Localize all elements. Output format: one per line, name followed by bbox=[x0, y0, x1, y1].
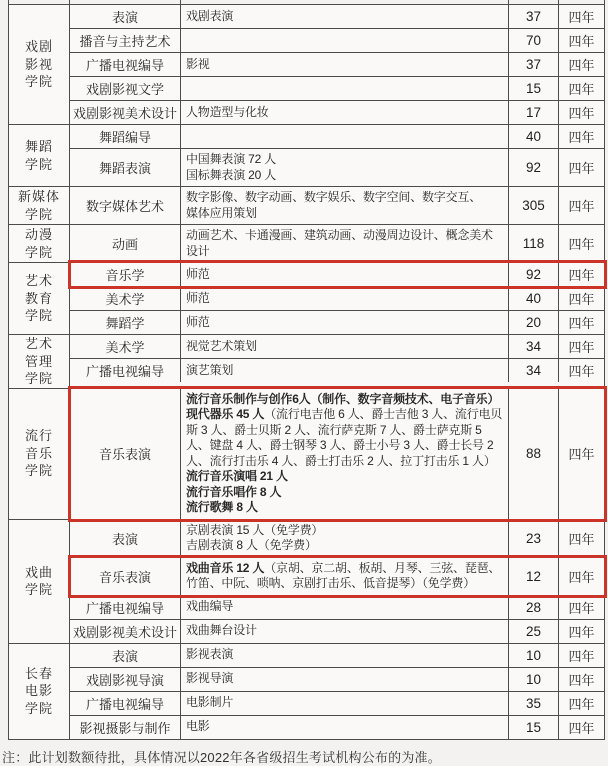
detail-line bbox=[186, 363, 503, 379]
footnote: 注：此计划数额待批，具体情况以2022年各省级招生考试机构公布的为准。 bbox=[2, 749, 441, 765]
major-cell: 表演 bbox=[70, 520, 181, 557]
duration-cell: 四年 bbox=[568, 340, 595, 355]
detail-line bbox=[186, 671, 503, 687]
major-cell: 戏剧影视美术设计 bbox=[70, 620, 181, 643]
detail-cell bbox=[181, 620, 509, 643]
major-cell: 美术学 bbox=[70, 335, 181, 358]
detail-text-segment: 流行歌舞 8 人 bbox=[186, 500, 258, 514]
table-row bbox=[70, 595, 604, 619]
rows-container bbox=[70, 5, 604, 124]
detail-line bbox=[186, 623, 503, 639]
college-name-line: 艺术 bbox=[24, 336, 53, 351]
college-name-line: 戏曲 bbox=[24, 564, 53, 580]
duration-cell: 四年 bbox=[568, 10, 595, 25]
major-cell: 戏剧影视导演 bbox=[70, 668, 181, 691]
duration-cell: 四年 bbox=[568, 237, 595, 252]
college-group bbox=[9, 643, 604, 739]
detail-text-segment: 动画艺术、卡通漫画、建筑动画、动漫周边设计、概念美术设计 bbox=[186, 228, 493, 258]
table-row-highlighted bbox=[70, 557, 604, 595]
college-group bbox=[9, 519, 604, 643]
detail-cell bbox=[181, 668, 509, 691]
detail-text-segment: 现代器乐 45 人 bbox=[186, 407, 265, 421]
detail-text-segment: 师范 bbox=[186, 290, 210, 305]
table-row bbox=[70, 286, 604, 310]
major-cell: 美术学 bbox=[70, 287, 181, 310]
college-group bbox=[9, 186, 604, 224]
detail-text-segment: 影视表演 bbox=[186, 647, 234, 662]
sliver-college-cell bbox=[9, 0, 70, 4]
count-cell: 40 bbox=[509, 287, 559, 310]
detail-text-segment: 师范 bbox=[186, 266, 210, 281]
college-name-line: 学院 bbox=[24, 700, 53, 716]
duration-cell: 四年 bbox=[568, 82, 595, 97]
detail-text-segment: 影视 bbox=[186, 56, 210, 71]
major-cell: 戏剧影视文学 bbox=[70, 77, 181, 100]
count-cell: 17 bbox=[509, 101, 559, 124]
college-cell bbox=[9, 389, 70, 519]
rows-container bbox=[70, 335, 604, 388]
college-name-line: 影视 bbox=[24, 56, 53, 72]
college-name-line: 学院 bbox=[24, 371, 53, 386]
major-cell: 数字媒体艺术 bbox=[70, 187, 181, 224]
college-name-line: 艺术 bbox=[24, 273, 53, 289]
college-cell bbox=[9, 335, 70, 388]
college-cell bbox=[9, 5, 70, 124]
rows-container bbox=[70, 644, 604, 739]
college-cell bbox=[9, 644, 70, 739]
college-name-line: 流行 bbox=[24, 428, 53, 444]
table-row bbox=[70, 691, 604, 715]
count-cell: 70 bbox=[509, 29, 559, 52]
detail-text-segment: 媒体应用策划 bbox=[186, 205, 257, 220]
college-name-line: 管理 bbox=[24, 353, 53, 369]
detail-line bbox=[186, 206, 503, 222]
college-name-line: 学院 bbox=[24, 244, 53, 260]
sliver-major-cell bbox=[70, 0, 181, 4]
detail-cell bbox=[181, 101, 509, 124]
major-cell: 音乐表演 bbox=[70, 558, 181, 595]
detail-line bbox=[186, 647, 503, 663]
detail-text-segment: 电影制片 bbox=[186, 695, 234, 710]
table-row bbox=[70, 667, 604, 691]
major-cell: 舞蹈表演 bbox=[70, 149, 181, 186]
rows-container bbox=[70, 187, 604, 224]
college-name-line: 戏剧 bbox=[24, 39, 53, 55]
duration-cell: 四年 bbox=[568, 106, 595, 121]
detail-cell bbox=[181, 520, 509, 557]
admissions-plan-table bbox=[8, 4, 605, 740]
table-row bbox=[70, 644, 604, 667]
duration-cell: 四年 bbox=[568, 161, 595, 176]
detail-text-segment: 演艺策划 bbox=[186, 362, 234, 377]
detail-line bbox=[186, 599, 503, 615]
detail-cell bbox=[181, 53, 509, 76]
college-name-line: 学院 bbox=[24, 156, 53, 172]
detail-line bbox=[186, 267, 503, 283]
major-cell: 舞蹈编导 bbox=[70, 125, 181, 148]
detail-text-segment: 电影 bbox=[186, 719, 210, 734]
detail-text-segment: 流行音乐制作与创作6人（制作、数字音频技术、电子音乐） bbox=[186, 391, 500, 406]
detail-cell bbox=[181, 125, 509, 148]
count-cell: 92 bbox=[509, 263, 559, 286]
major-cell: 戏剧影视美术设计 bbox=[70, 101, 181, 124]
detail-line bbox=[186, 105, 503, 121]
detail-line bbox=[186, 168, 503, 184]
table-row-highlighted bbox=[70, 263, 604, 286]
detail-line bbox=[186, 407, 503, 469]
detail-text-segment: 视觉艺术策划 bbox=[186, 338, 257, 353]
detail-line bbox=[186, 561, 503, 592]
table-row bbox=[70, 358, 604, 382]
detail-text-segment: 流行音乐演唱 21 人 bbox=[186, 469, 288, 483]
duration-cell: 四年 bbox=[568, 130, 595, 145]
detail-line bbox=[186, 523, 503, 539]
detail-cell bbox=[181, 187, 509, 224]
detail-line bbox=[186, 190, 503, 206]
rows-container bbox=[70, 263, 604, 334]
detail-line bbox=[186, 315, 503, 331]
detail-text-segment: 京剧表演 15 人（免学费） bbox=[186, 522, 324, 537]
table-row bbox=[70, 715, 604, 739]
major-cell: 音乐学 bbox=[70, 263, 181, 286]
college-cell bbox=[9, 187, 70, 224]
table-row bbox=[70, 148, 604, 186]
cropped-previous-row-sliver bbox=[8, 0, 605, 4]
duration-cell: 四年 bbox=[568, 34, 595, 49]
duration-cell: 四年 bbox=[568, 292, 595, 307]
count-cell: 37 bbox=[509, 53, 559, 76]
duration-cell: 四年 bbox=[568, 316, 595, 331]
rows-container bbox=[70, 389, 604, 519]
detail-line bbox=[186, 485, 503, 501]
college-cell bbox=[9, 125, 70, 186]
detail-cell bbox=[181, 149, 509, 186]
detail-text-segment: （流行电吉他 6 人、爵士吉他 3 人、流行电贝斯 3 人、爵士贝斯 2 人、流行萨克斯 7 人、爵士萨克斯 5 人、键盘 4 人、爵士钢琴 3 人、爵士小号 3 人、爵士长号 2 人、流行打击乐 4 人、爵士打击乐 2 人、拉丁打击乐 1 人） bbox=[186, 407, 503, 468]
major-cell: 音乐表演 bbox=[70, 389, 181, 519]
rows-container bbox=[70, 520, 604, 643]
detail-text-segment: 中国舞表演 72 人 bbox=[186, 152, 277, 166]
college-name-line: 学院 bbox=[24, 74, 53, 90]
duration-cell: 四年 bbox=[568, 720, 595, 736]
table-row bbox=[70, 619, 604, 643]
major-cell: 广播电视编导 bbox=[70, 596, 181, 619]
detail-text-segment: 戏曲编导 bbox=[186, 599, 234, 614]
count-cell: 88 bbox=[509, 389, 559, 519]
detail-text-segment: 影视导演 bbox=[186, 671, 234, 686]
college-name-line: 音乐 bbox=[24, 445, 53, 461]
detail-cell bbox=[181, 558, 509, 595]
college-name-line: 学院 bbox=[24, 206, 53, 222]
major-cell: 广播电视编导 bbox=[70, 359, 181, 382]
detail-text-segment: 戏曲音乐 12 人 bbox=[186, 560, 265, 575]
table-row-highlighted bbox=[70, 389, 604, 519]
sliver-count-cell bbox=[509, 0, 559, 4]
detail-text-segment: 吉剧表演 8 人（免学费） bbox=[186, 538, 317, 552]
duration-cell: 四年 bbox=[568, 648, 595, 664]
table-row bbox=[70, 28, 604, 52]
detail-line bbox=[186, 57, 503, 73]
college-name-line: 新媒体 bbox=[17, 189, 60, 204]
count-cell: 25 bbox=[509, 620, 559, 643]
duration-cell: 四年 bbox=[568, 600, 595, 616]
college-group bbox=[9, 388, 604, 519]
duration-cell: 四年 bbox=[568, 624, 595, 640]
table-row bbox=[70, 125, 604, 148]
table-row bbox=[70, 187, 604, 224]
major-cell: 舞蹈学 bbox=[70, 311, 181, 334]
detail-cell bbox=[181, 692, 509, 715]
college-cell bbox=[9, 263, 70, 334]
count-cell: 118 bbox=[509, 225, 559, 262]
detail-line bbox=[186, 538, 503, 554]
detail-cell bbox=[181, 389, 509, 519]
count-cell: 10 bbox=[509, 644, 559, 667]
detail-cell bbox=[181, 225, 509, 262]
detail-text-segment: 师范 bbox=[186, 314, 210, 329]
detail-text-segment: 数字影像、数字动画、数字娱乐、数字空间、数字交互、 bbox=[186, 190, 482, 204]
detail-cell bbox=[181, 287, 509, 310]
duration-cell: 四年 bbox=[568, 199, 595, 214]
detail-cell bbox=[181, 644, 509, 667]
table-row bbox=[70, 100, 604, 124]
detail-line bbox=[186, 152, 503, 168]
count-cell: 40 bbox=[509, 125, 559, 148]
duration-cell: 四年 bbox=[568, 672, 595, 688]
detail-cell bbox=[181, 5, 509, 28]
count-cell: 15 bbox=[509, 716, 559, 739]
detail-line bbox=[186, 339, 503, 355]
detail-cell bbox=[181, 77, 509, 100]
table-row bbox=[70, 520, 604, 557]
count-cell: 10 bbox=[509, 668, 559, 691]
rows-container bbox=[70, 225, 604, 262]
college-cell bbox=[9, 520, 70, 643]
table-row bbox=[70, 76, 604, 100]
detail-cell bbox=[181, 29, 509, 52]
table-row bbox=[70, 52, 604, 76]
duration-cell: 四年 bbox=[568, 364, 595, 379]
detail-line bbox=[186, 291, 503, 307]
detail-line bbox=[186, 719, 503, 735]
detail-cell bbox=[181, 311, 509, 334]
duration-cell: 四年 bbox=[568, 696, 595, 712]
duration-cell: 四年 bbox=[568, 447, 595, 462]
count-cell: 35 bbox=[509, 692, 559, 715]
major-cell: 广播电视编导 bbox=[70, 53, 181, 76]
table-row bbox=[70, 225, 604, 262]
college-name-line: 学院 bbox=[24, 308, 53, 324]
duration-cell: 四年 bbox=[568, 268, 595, 283]
college-group bbox=[9, 124, 604, 186]
detail-text-segment: 戏剧表演 bbox=[186, 8, 234, 23]
count-cell: 305 bbox=[509, 187, 559, 224]
detail-text-segment: （京胡、京二胡、板胡、月琴、三弦、琵琶、竹笛、中阮、唢呐、京剧打击乐、低音提琴）（免学费） bbox=[186, 560, 501, 590]
major-cell: 表演 bbox=[70, 5, 181, 28]
college-name-line: 动漫 bbox=[24, 227, 53, 242]
major-cell: 表演 bbox=[70, 644, 181, 667]
detail-text-segment: 人物造型与化妆 bbox=[186, 104, 269, 119]
duration-cell: 四年 bbox=[568, 531, 595, 547]
major-cell: 广播电视编导 bbox=[70, 692, 181, 715]
count-cell: 20 bbox=[509, 311, 559, 334]
college-group bbox=[9, 224, 604, 262]
college-cell bbox=[9, 225, 70, 262]
detail-text-segment: 戏曲舞台设计 bbox=[186, 623, 257, 638]
duration-cell: 四年 bbox=[568, 569, 595, 585]
count-cell: 12 bbox=[509, 558, 559, 595]
count-cell: 34 bbox=[509, 359, 559, 382]
sliver-duration-cell bbox=[559, 0, 604, 4]
detail-line bbox=[186, 9, 503, 25]
college-name-line: 长春 bbox=[24, 665, 53, 681]
major-cell: 播音与主持艺术 bbox=[70, 29, 181, 52]
detail-cell bbox=[181, 596, 509, 619]
college-group bbox=[9, 334, 604, 388]
count-cell: 28 bbox=[509, 596, 559, 619]
detail-line bbox=[186, 392, 503, 408]
major-cell: 动画 bbox=[70, 225, 181, 262]
table-row bbox=[70, 335, 604, 358]
detail-line bbox=[186, 228, 503, 259]
detail-line bbox=[186, 500, 503, 516]
college-name-line: 舞蹈 bbox=[24, 139, 53, 154]
count-cell: 34 bbox=[509, 335, 559, 358]
college-group bbox=[9, 5, 604, 124]
count-cell: 37 bbox=[509, 5, 559, 28]
count-cell: 23 bbox=[509, 520, 559, 557]
major-cell: 影视摄影与制作 bbox=[70, 716, 181, 739]
rows-container bbox=[70, 125, 604, 186]
detail-text-segment: 国标舞表演 20 人 bbox=[186, 167, 277, 182]
detail-line bbox=[186, 695, 503, 711]
detail-text-segment: 流行音乐唱作 8 人 bbox=[186, 484, 282, 499]
table-row bbox=[70, 5, 604, 28]
detail-line bbox=[186, 469, 503, 485]
detail-cell bbox=[181, 716, 509, 739]
college-name-line: 学院 bbox=[24, 463, 53, 479]
college-group bbox=[9, 262, 604, 334]
college-name-line: 学院 bbox=[24, 582, 53, 597]
count-cell: 92 bbox=[509, 149, 559, 186]
sliver-detail-cell bbox=[181, 0, 509, 4]
duration-cell: 四年 bbox=[568, 58, 595, 73]
detail-cell bbox=[181, 335, 509, 358]
table-row bbox=[70, 310, 604, 334]
detail-cell bbox=[181, 263, 509, 286]
detail-cell bbox=[181, 359, 509, 382]
count-cell: 15 bbox=[509, 77, 559, 100]
college-name-line: 教育 bbox=[24, 290, 53, 306]
college-name-line: 电影 bbox=[24, 683, 53, 699]
